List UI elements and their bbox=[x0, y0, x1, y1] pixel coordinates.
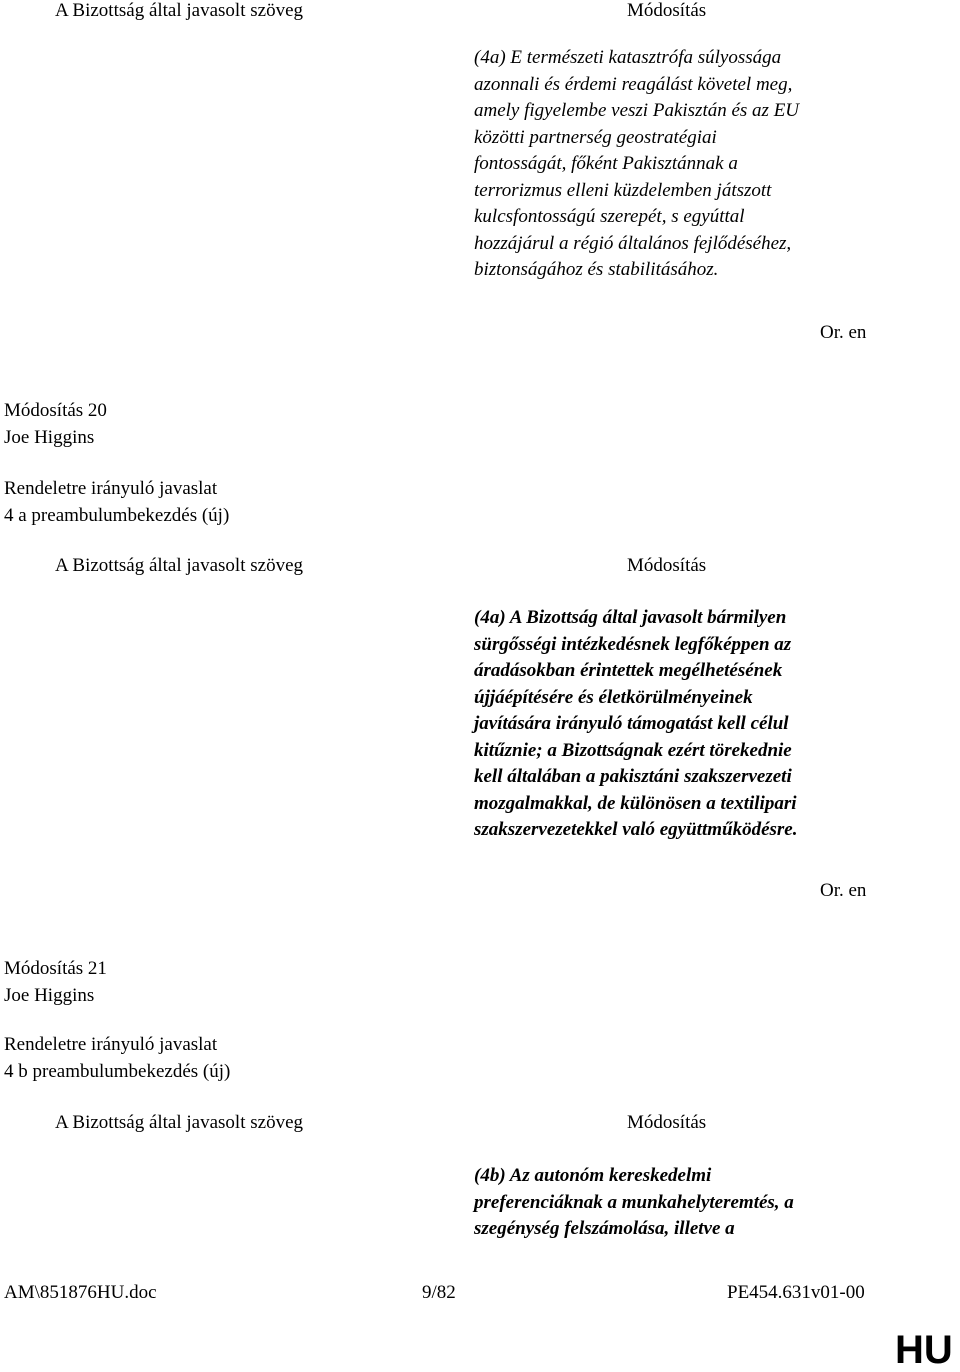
original-language: Or. en bbox=[820, 880, 867, 901]
left-column-header: A Bizottság által javasolt szöveg bbox=[55, 1112, 304, 1133]
text-line: (4a) A Bizottság által javasolt bármilyen bbox=[474, 607, 787, 628]
proposal-label: Rendeletre irányuló javaslat bbox=[4, 1034, 218, 1055]
text-line: kitűznie; a Bizottságnak ezért törekednie bbox=[474, 739, 792, 761]
text-line: biztonságához és stabilitásához. bbox=[474, 259, 719, 280]
text-line: amely figyelembe veszi Pakisztán és az EU bbox=[474, 100, 800, 121]
text-line: fontosságát, főként Pakisztánnak a bbox=[474, 153, 738, 174]
amendment-20-reference bbox=[4, 476, 229, 529]
left-column-header: A Bizottság által javasolt szöveg bbox=[55, 555, 304, 576]
amendment-number: Módosítás 21 bbox=[4, 958, 107, 979]
text-line: áradásokban érintettek megélhetésének bbox=[474, 660, 783, 681]
text-line: azonnali és érdemi reagálást követel meg, bbox=[474, 73, 793, 95]
amendment-author: Joe Higgins bbox=[4, 426, 95, 448]
text-line: kulcsfontosságú szerepét, s egyúttal bbox=[474, 206, 745, 227]
text-line: (4b) Az autonóm kereskedelmi bbox=[474, 1165, 712, 1186]
text-line: terrorizmus elleni küzdelemben játszott bbox=[474, 179, 772, 201]
footer-language-code: HU bbox=[895, 1328, 953, 1372]
text-line: szegénység felszámolása, illetve a bbox=[474, 1218, 735, 1239]
amendment-number: Módosítás 20 bbox=[4, 400, 107, 421]
footer-pe-reference: PE454.631v01-00 bbox=[727, 1282, 865, 1303]
text-line: kell általában a pakisztáni szakszervezeti bbox=[474, 766, 792, 787]
recital-label: 4 a preambulumbekezdés (új) bbox=[4, 504, 230, 526]
right-column-header: Módosítás bbox=[627, 555, 707, 576]
text-line: hozzájárul a régió általános fejlődéséhez, bbox=[474, 232, 792, 254]
proposal-label: Rendeletre irányuló javaslat bbox=[4, 478, 218, 499]
text-line: közötti partnerség geostratégiai bbox=[474, 126, 717, 148]
right-column-header: Módosítás bbox=[627, 1112, 707, 1133]
amendment-text-4a-first bbox=[474, 45, 914, 284]
amendment-author: Joe Higgins bbox=[4, 984, 95, 1006]
amendment-21-header bbox=[4, 956, 107, 1009]
left-column-header: A Bizottság által javasolt szöveg bbox=[55, 0, 304, 21]
amendment-text-4b bbox=[474, 1163, 914, 1243]
text-line: szakszervezetekkel való együttműködésre. bbox=[474, 819, 798, 840]
text-line: mozgalmakkal, de különösen a textilipari bbox=[474, 792, 797, 814]
text-line: (4a) E természeti katasztrófa súlyossága bbox=[474, 47, 782, 68]
text-line: újjáépítésére és életkörülményeinek bbox=[474, 686, 753, 708]
text-line: sürgősségi intézkedésnek legfőképpen az bbox=[474, 633, 792, 655]
right-column-header: Módosítás bbox=[627, 0, 707, 21]
footer-document-reference: AM\851876HU.doc bbox=[4, 1282, 157, 1303]
amendment-text-4a-second bbox=[474, 605, 914, 844]
amendment-20-header bbox=[4, 398, 107, 451]
footer-page-number: 9/82 bbox=[422, 1282, 456, 1303]
text-line: javítására irányuló támogatást kell célul bbox=[474, 713, 789, 734]
original-language: Or. en bbox=[820, 322, 867, 343]
text-line: preferenciáknak a munkahelyteremtés, a bbox=[474, 1191, 794, 1213]
recital-label: 4 b preambulumbekezdés (új) bbox=[4, 1060, 231, 1082]
amendment-21-reference bbox=[4, 1032, 230, 1085]
